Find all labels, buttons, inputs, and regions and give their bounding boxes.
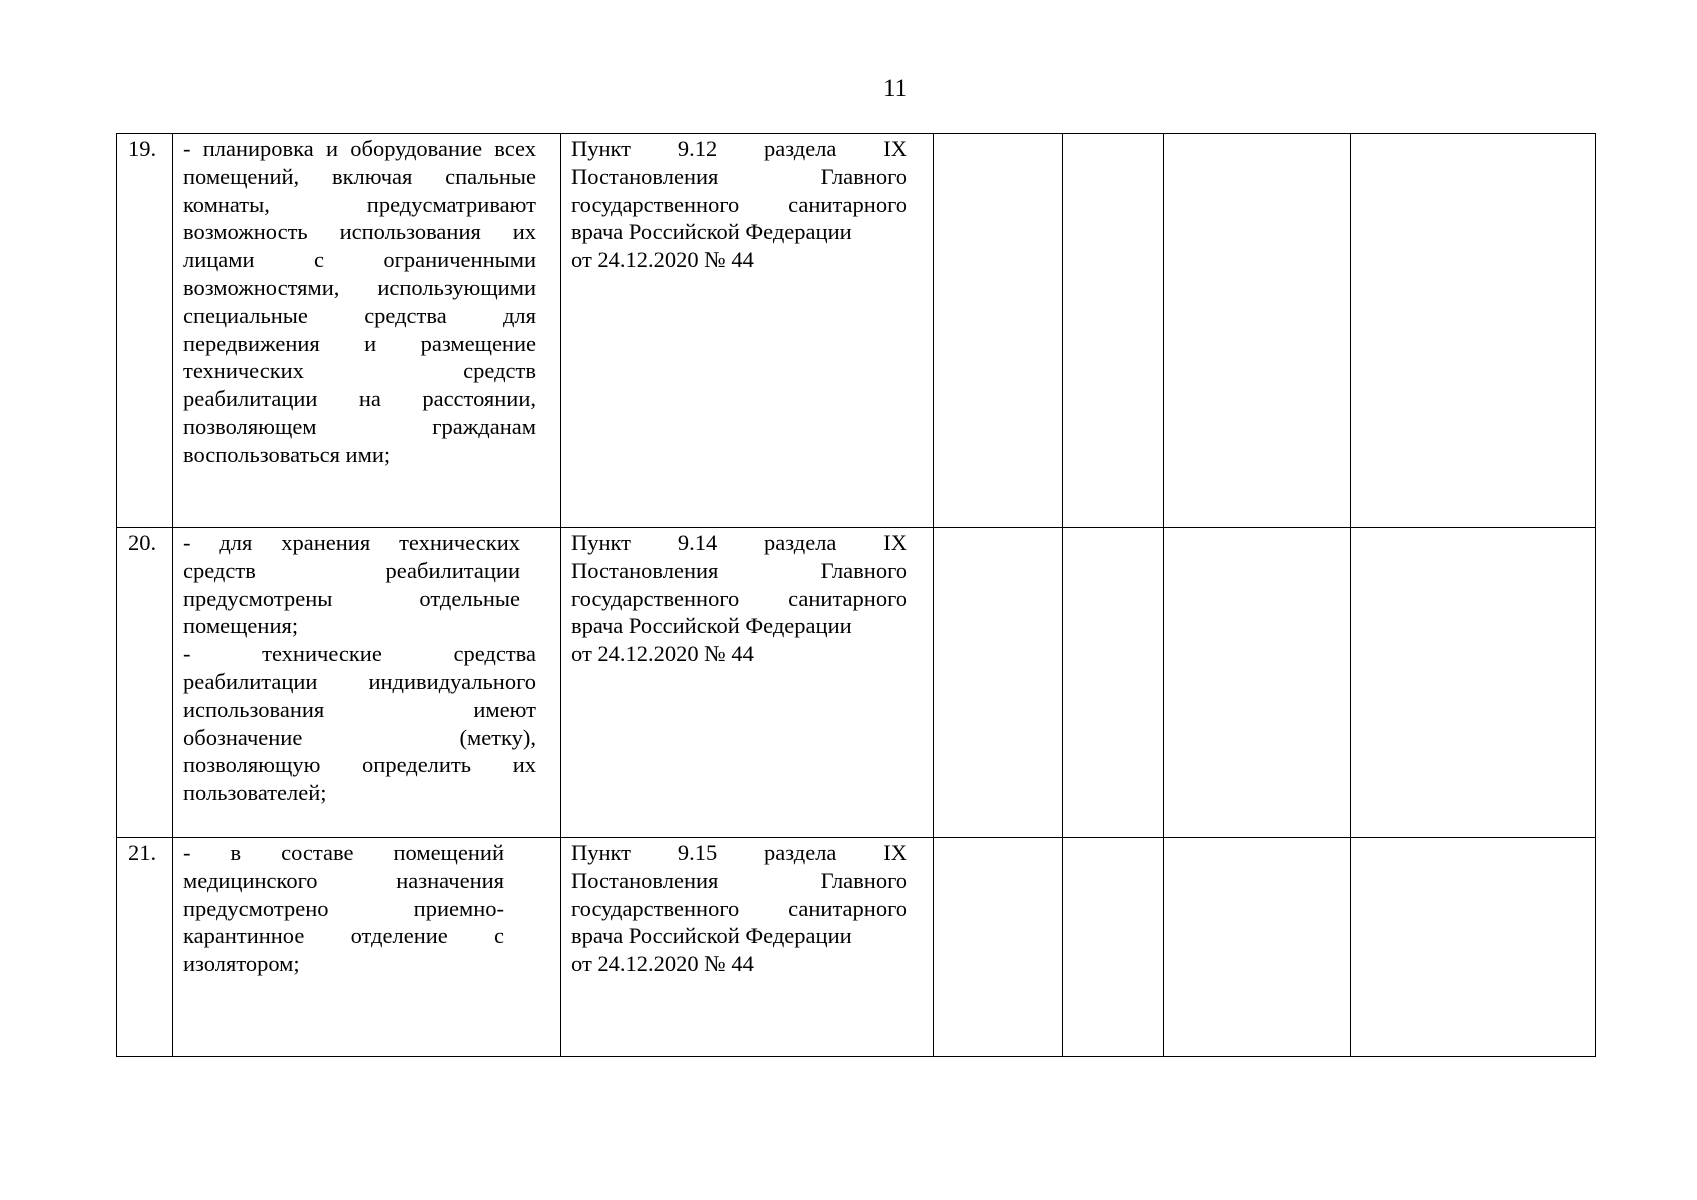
empty-cell (1351, 528, 1596, 838)
reference-cell (561, 838, 934, 1057)
requirement-cell (173, 528, 561, 838)
requirement-line: карантинное отделение с (183, 923, 504, 949)
row-number: 19. (117, 134, 173, 528)
requirement-line: помещений, включая спальные (183, 163, 536, 189)
requirement-line: комнаты, предусматривают (183, 191, 536, 217)
reference-line: врача Российской Федерации (571, 219, 852, 245)
reference-cell (561, 528, 934, 838)
requirement-line: использования имеют (183, 696, 536, 722)
row-number: 20. (117, 528, 173, 838)
empty-cell (1351, 134, 1596, 528)
requirement-line: технических средств (183, 358, 536, 384)
reference-line: Постановления Главного (571, 867, 907, 893)
empty-cell (1063, 528, 1164, 838)
reference-line: врача Российской Федерации (571, 613, 852, 639)
table-row (117, 528, 1596, 838)
reference-line: от 24.12.2020 № 44 (571, 951, 754, 977)
requirement-line: воспользоваться ими; (183, 441, 391, 467)
requirement-cell (173, 134, 561, 528)
empty-cell (934, 528, 1063, 838)
empty-cell (934, 838, 1063, 1057)
reference-line: государственного санитарного (571, 895, 907, 921)
requirement-line: реабилитации на расстоянии, (183, 386, 536, 412)
requirement-line: медицинского назначения (183, 867, 504, 893)
requirement-line: возможностями, использующими (183, 274, 536, 300)
requirement-line: предусмотрено приемно- (183, 895, 504, 921)
empty-cell (1063, 134, 1164, 528)
empty-cell (1063, 838, 1164, 1057)
requirement-line: помещения; (183, 613, 299, 639)
reference-line: Постановления Главного (571, 557, 907, 583)
requirement-cell (173, 838, 561, 1057)
checklist-table (116, 133, 1596, 1057)
requirement-line: передвижения и размещение (183, 330, 536, 356)
empty-cell (1164, 838, 1351, 1057)
empty-cell (934, 134, 1063, 528)
requirement-line: позволяющем гражданам (183, 413, 536, 439)
requirement-line: позволяющую определить их (183, 752, 536, 778)
reference-line: Пункт 9.14 раздела IX (571, 530, 907, 555)
reference-line: государственного санитарного (571, 585, 907, 611)
reference-line: Пункт 9.12 раздела IX (571, 136, 907, 161)
reference-line: Пункт 9.15 раздела IX (571, 840, 907, 865)
reference-line: государственного санитарного (571, 191, 907, 217)
table-row (117, 838, 1596, 1057)
requirement-line: предусмотрены отдельные (183, 585, 520, 611)
requirement-line: изолятором; (183, 951, 300, 977)
requirement-line: - технические средства (183, 641, 536, 667)
empty-cell (1164, 528, 1351, 838)
reference-line: от 24.12.2020 № 44 (571, 641, 754, 667)
requirement-line: лицами с ограниченными (183, 247, 536, 273)
empty-cell (1351, 838, 1596, 1057)
empty-cell (1164, 134, 1351, 528)
reference-line: Постановления Главного (571, 163, 907, 189)
requirement-line: реабилитации индивидуального (183, 668, 536, 694)
requirement-line: пользователей; (183, 780, 327, 806)
reference-line: врача Российской Федерации (571, 923, 852, 949)
requirement-line: специальные средства для (183, 302, 536, 328)
requirement-line: - в составе помещений (183, 840, 504, 865)
row-number: 21. (117, 838, 173, 1057)
reference-cell (561, 134, 934, 528)
requirement-line: обозначение (метку), (183, 724, 536, 750)
reference-line: от 24.12.2020 № 44 (571, 247, 754, 273)
requirement-line: средств реабилитации (183, 557, 520, 583)
table-row (117, 134, 1596, 528)
requirement-line: - для хранения технических (183, 530, 520, 555)
requirement-line: возможность использования их (183, 219, 536, 245)
requirement-line: - планировка и оборудование всех (183, 136, 536, 161)
page-number: 11 (882, 75, 908, 102)
